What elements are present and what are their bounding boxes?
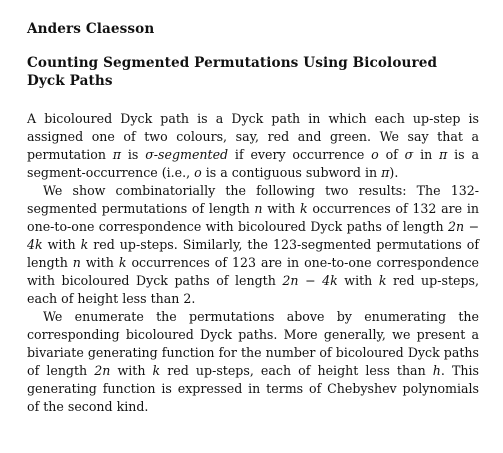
math-symbol: k	[118, 255, 127, 270]
paper-page	[27, 20, 479, 416]
text-run: A bicoloured Dyck path is a Dyck path in which each up-step is assigned one of two colours, say, red and green. We say that a permutation	[27, 111, 479, 162]
math-symbol: π	[439, 147, 448, 162]
text-run: We show combinatorially the following two results: The 132-segmented permutations of length	[27, 183, 479, 216]
math-symbol: 2n − 4k	[27, 219, 479, 252]
text-run: . This generating function is expressed in terms of Chebyshev polynomials of the second kind.	[27, 363, 479, 414]
abstract-paragraph-1	[27, 110, 479, 182]
math-symbol: π	[381, 165, 390, 180]
math-symbol: σ	[404, 147, 414, 162]
text-run: occurrences of 123 are in one-to-one correspondence with bicoloured Dyck paths of length	[27, 255, 479, 288]
abstract-paragraph-3	[27, 308, 479, 416]
text-run: if every occurrence	[228, 147, 372, 162]
text-run: with	[42, 237, 81, 252]
text-run: is a contiguous subword in	[201, 165, 382, 180]
paper-title: Counting Segmented Permutations Using Bicoloured Dyck Paths	[27, 55, 438, 89]
abstract	[27, 110, 479, 416]
abstract-paragraph-2	[27, 182, 479, 308]
text-run: in	[413, 147, 440, 162]
math-symbol: π	[112, 147, 122, 162]
math-symbol: 2n − 4k	[282, 273, 338, 288]
math-symbol: n	[72, 255, 81, 270]
text-run: is a segment-occurrence (i.e.,	[27, 147, 479, 180]
math-symbol: k	[299, 201, 308, 216]
text-run: with	[80, 255, 119, 270]
text-run: red up-steps, each of height less than	[160, 363, 433, 378]
math-symbol: k	[378, 273, 387, 288]
text-run: occurrences of 132 are in one-to-one correspondence with bicoloured Dyck paths of length	[27, 201, 479, 234]
text-run: ).	[389, 165, 399, 180]
math-symbol: o	[371, 147, 379, 162]
math-symbol: o	[194, 165, 202, 180]
math-symbol: n	[254, 201, 263, 216]
author-name: Anders Claesson	[27, 21, 155, 37]
text-run: red up-steps. Similarly, the 123-segmented permutations of length	[27, 237, 479, 270]
math-symbol: h	[432, 363, 441, 378]
math-symbol: k	[80, 237, 89, 252]
text-run: of	[378, 147, 405, 162]
math-symbol: σ-segmented	[145, 147, 229, 162]
text-run: with	[262, 201, 300, 216]
text-run: with	[337, 273, 379, 288]
text-run: red up-steps, each of height less than 2.	[27, 273, 479, 306]
text-run: is	[121, 147, 146, 162]
math-symbol: 2n	[94, 363, 111, 378]
math-symbol: k	[152, 363, 161, 378]
text-run: We enumerate the permutations above by enumerating the corresponding bicoloured Dyck paths. More generally, we present a bivariate generating function for the number of bicoloured Dyck paths of length	[27, 309, 479, 378]
text-run: with	[110, 363, 153, 378]
